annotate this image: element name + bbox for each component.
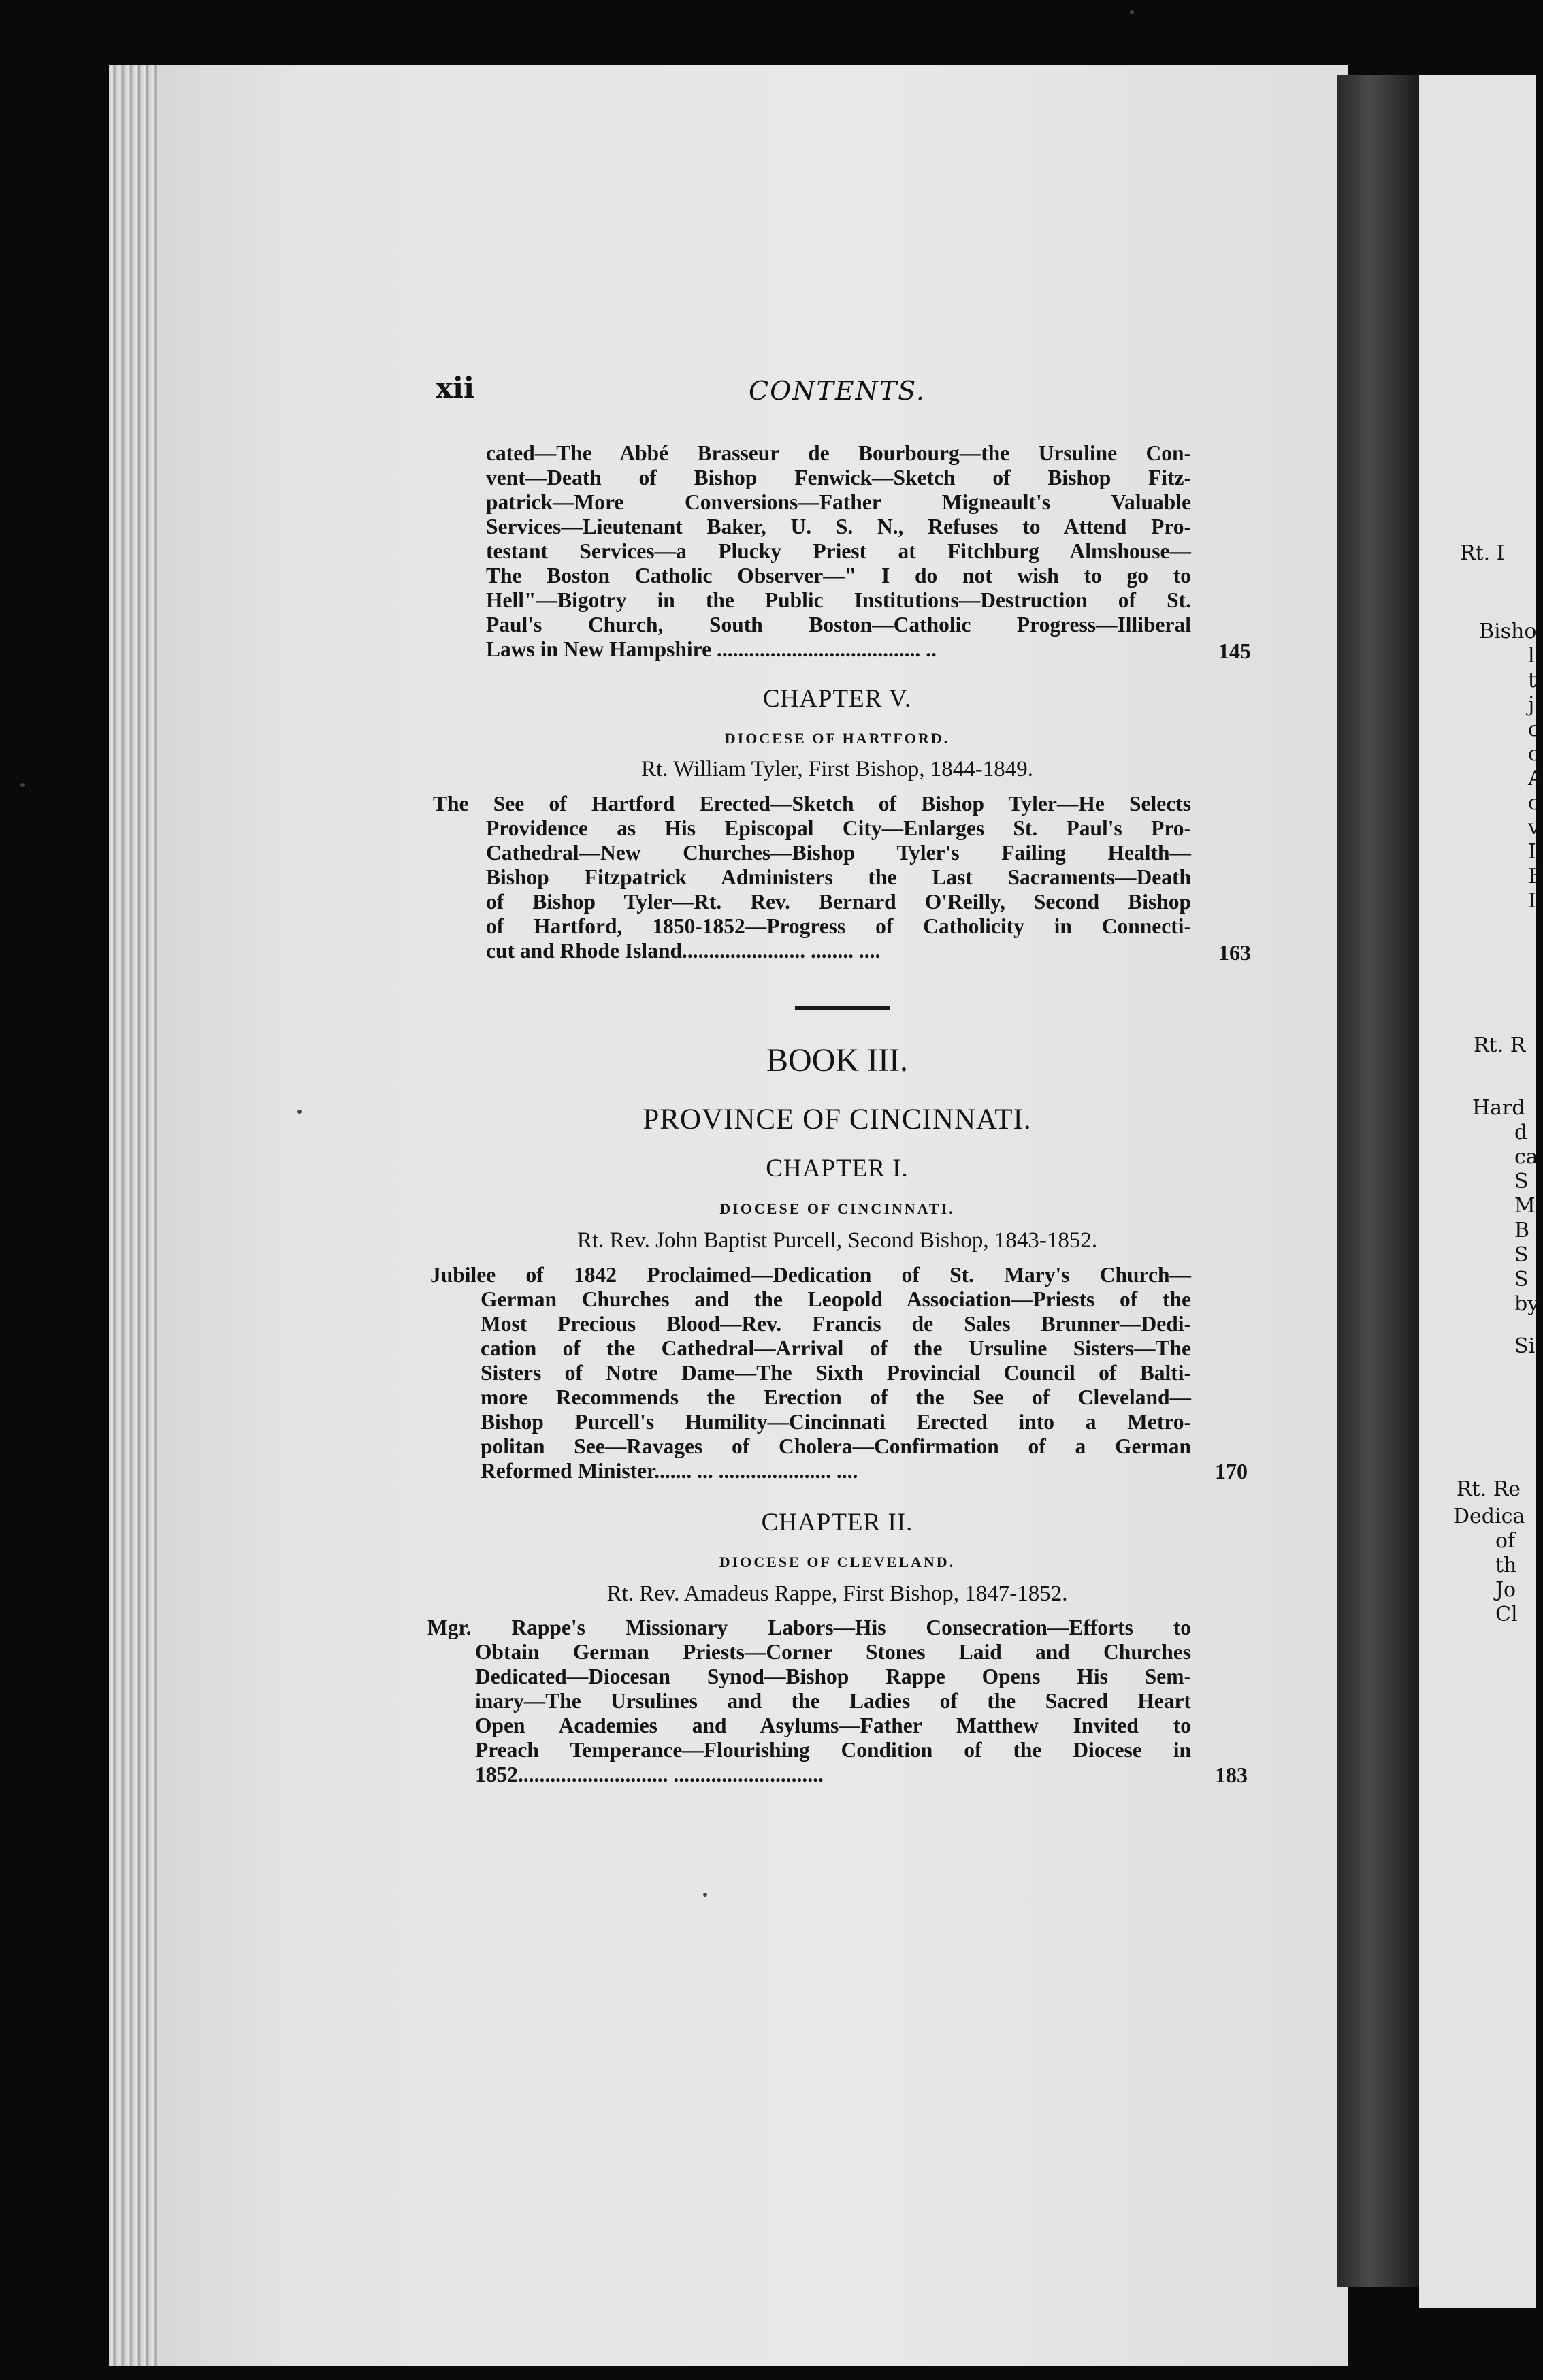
toc-line: Most Precious Blood—Rev. Francis de Sales Brunner—Dedi- [481, 1312, 1191, 1336]
toc-page-number: 170 [1215, 1459, 1248, 1483]
facing-fragment: A [1528, 767, 1543, 790]
toc-page-number: 163 [1218, 940, 1251, 965]
toc-line: patrick—More Conversions—Father Migneault's Valuable [486, 490, 1191, 514]
toc-line: Services—Lieutenant Baker, U. S. N., Refuses to Attend Pro- [486, 515, 1191, 538]
facing-fragment: B [1514, 1219, 1530, 1242]
book-heading: BOOK III. [766, 1042, 908, 1078]
facing-fragment: S [1514, 1268, 1529, 1291]
bishop-heading: Rt. Rev. John Baptist Purcell, Second Bishop, 1843-1852. [576, 1228, 1098, 1253]
toc-line: Cathedral—New Churches—Bishop Tyler's Failing Health— [486, 841, 1191, 865]
toc-line: The See of Hartford Erected—Sketch of Bishop Tyler—He Selects [433, 792, 1191, 816]
toc-line: Bishop Fitzpatrick Administers the Last Sacraments—Death [486, 865, 1191, 889]
toc-line: Paul's Church, South Boston—Catholic Progress—Illiberal [486, 613, 1191, 637]
toc-line: more Recommends the Erection of the See of Cleveland— [481, 1385, 1191, 1409]
province-heading: PROVINCE OF CINCINNATI. [643, 1104, 1032, 1136]
toc-line: politan See—Ravages of Cholera—Confirmation of a German [481, 1434, 1191, 1458]
bishop-heading: Rt. William Tyler, First Bishop, 1844-1849. [641, 757, 1033, 782]
toc-line: Open Academies and Asylums—Father Matthew Invited to [475, 1714, 1191, 1737]
toc-line: Reformed Minister....... ... ..................... .... [481, 1459, 858, 1483]
facing-fragment: j [1528, 693, 1535, 717]
facing-fragment: c [1528, 718, 1540, 741]
toc-entry-text [430, 1263, 1191, 1483]
facing-fragment: Dedica [1453, 1505, 1525, 1528]
facing-fragment: Bisho [1479, 620, 1537, 643]
toc-line: Sisters of Notre Dame—The Sixth Provincial Council of Balti- [481, 1361, 1191, 1385]
scan-speck [20, 783, 25, 787]
bishop-heading: Rt. Rev. Amadeus Rappe, First Bishop, 1847-1852. [606, 1581, 1068, 1606]
facing-fragment: S [1514, 1243, 1529, 1267]
toc-line: vent—Death of Bishop Fenwick—Sketch of Bishop Fitz- [486, 466, 1191, 489]
facing-fragment: Rt. R [1474, 1033, 1526, 1057]
toc-line: 1852............................ ............................ [475, 1763, 824, 1786]
diocese-heading: DIOCESE OF HARTFORD. [724, 730, 950, 747]
page-title: CONTENTS. [749, 376, 926, 406]
facing-fragment: Cl [1495, 1603, 1518, 1626]
facing-fragment: I [1528, 840, 1536, 864]
page-number: xii [436, 371, 474, 404]
toc-page-number: 183 [1215, 1763, 1248, 1787]
facing-fragment: Jo [1495, 1578, 1516, 1602]
facing-page [1419, 75, 1543, 2308]
facing-fragment: of [1495, 1529, 1516, 1553]
toc-line: cated—The Abbé Brasseur de Bourbourg—the Ursuline Con- [486, 441, 1191, 465]
diocese-heading: DIOCESE OF CLEVELAND. [719, 1554, 956, 1571]
toc-line: Hell"—Bigotry in the Public Institutions—Destruction of St. [486, 588, 1191, 612]
chapter-heading: CHAPTER I. [766, 1155, 909, 1183]
toc-entry-text [433, 792, 1191, 963]
facing-fragment: M [1514, 1194, 1536, 1218]
chapter-heading: CHAPTER V. [762, 685, 912, 713]
toc-line: The Boston Catholic Observer—" I do not wish to go to [486, 564, 1191, 588]
toc-line: cut and Rhode Island....................... ........ .... [486, 939, 881, 963]
scan-speck [1130, 10, 1134, 14]
toc-line: Bishop Purcell's Humility—Cincinnati Erected into a Metro- [481, 1410, 1191, 1434]
section-rule [795, 1006, 890, 1010]
toc-page-number: 145 [1218, 639, 1251, 663]
scan-speck [297, 1110, 302, 1114]
facing-fragment: ca [1514, 1145, 1538, 1169]
toc-line: Laws in New Hampshire ...................................... .. [486, 637, 937, 661]
scan-speck [703, 1893, 707, 1897]
toc-line: Providence as His Episcopal City—Enlarges St. Paul's Pro- [486, 816, 1191, 840]
facing-fragment: Rt. Re [1457, 1477, 1521, 1501]
toc-line: of Bishop Tyler—Rt. Rev. Bernard O'Reilly, Second Bishop [486, 890, 1191, 914]
facing-fragment: S [1514, 1170, 1529, 1193]
facing-fragment: t [1528, 669, 1537, 692]
toc-line: inary—The Ursulines and the Ladies of the Sacred Heart [475, 1689, 1191, 1713]
toc-line: Obtain German Priests—Corner Stones Laid and Churches [475, 1640, 1191, 1664]
chapter-heading: CHAPTER II. [761, 1509, 913, 1537]
facing-fragment: d [1514, 1121, 1528, 1144]
gutter-shadow [1337, 75, 1419, 2287]
facing-fragment: l [1528, 644, 1535, 668]
facing-fragment: F [1528, 865, 1542, 888]
facing-fragment: I [1528, 889, 1536, 913]
toc-line: Jubilee of 1842 Proclaimed—Dedication of St. Mary's Church— [430, 1263, 1191, 1287]
diocese-heading: DIOCESE OF CINCINNATI. [719, 1200, 955, 1217]
facing-fragment: c [1528, 791, 1540, 815]
toc-line: cation of the Cathedral—Arrival of the Ursuline Sisters—The [481, 1336, 1191, 1360]
facing-fragment: Si [1514, 1334, 1536, 1358]
toc-line: testant Services—a Plucky Priest at Fitchburg Almshouse— [486, 539, 1191, 563]
facing-fragment: Rt. I [1460, 541, 1505, 565]
facing-fragment: th [1495, 1554, 1517, 1577]
toc-entry-text [427, 1615, 1191, 1787]
toc-line: German Churches and the Leopold Association—Priests of the [481, 1287, 1191, 1311]
toc-line: Preach Temperance—Flourishing Condition of the Diocese in [475, 1738, 1191, 1762]
facing-fragment: v [1528, 816, 1540, 839]
facing-fragment: Hard [1472, 1096, 1525, 1120]
facing-fragment: c [1528, 742, 1540, 766]
toc-entry-text [486, 441, 1191, 662]
toc-line: Mgr. Rappe's Missionary Labors—His Consecration—Efforts to [427, 1615, 1191, 1639]
book-spine-edge [109, 65, 157, 2366]
toc-line: Dedicated—Diocesan Synod—Bishop Rappe Opens His Sem- [475, 1665, 1191, 1688]
facing-fragment: by [1514, 1292, 1540, 1316]
toc-line: of Hartford, 1850-1852—Progress of Catholicity in Connecti- [486, 914, 1191, 938]
